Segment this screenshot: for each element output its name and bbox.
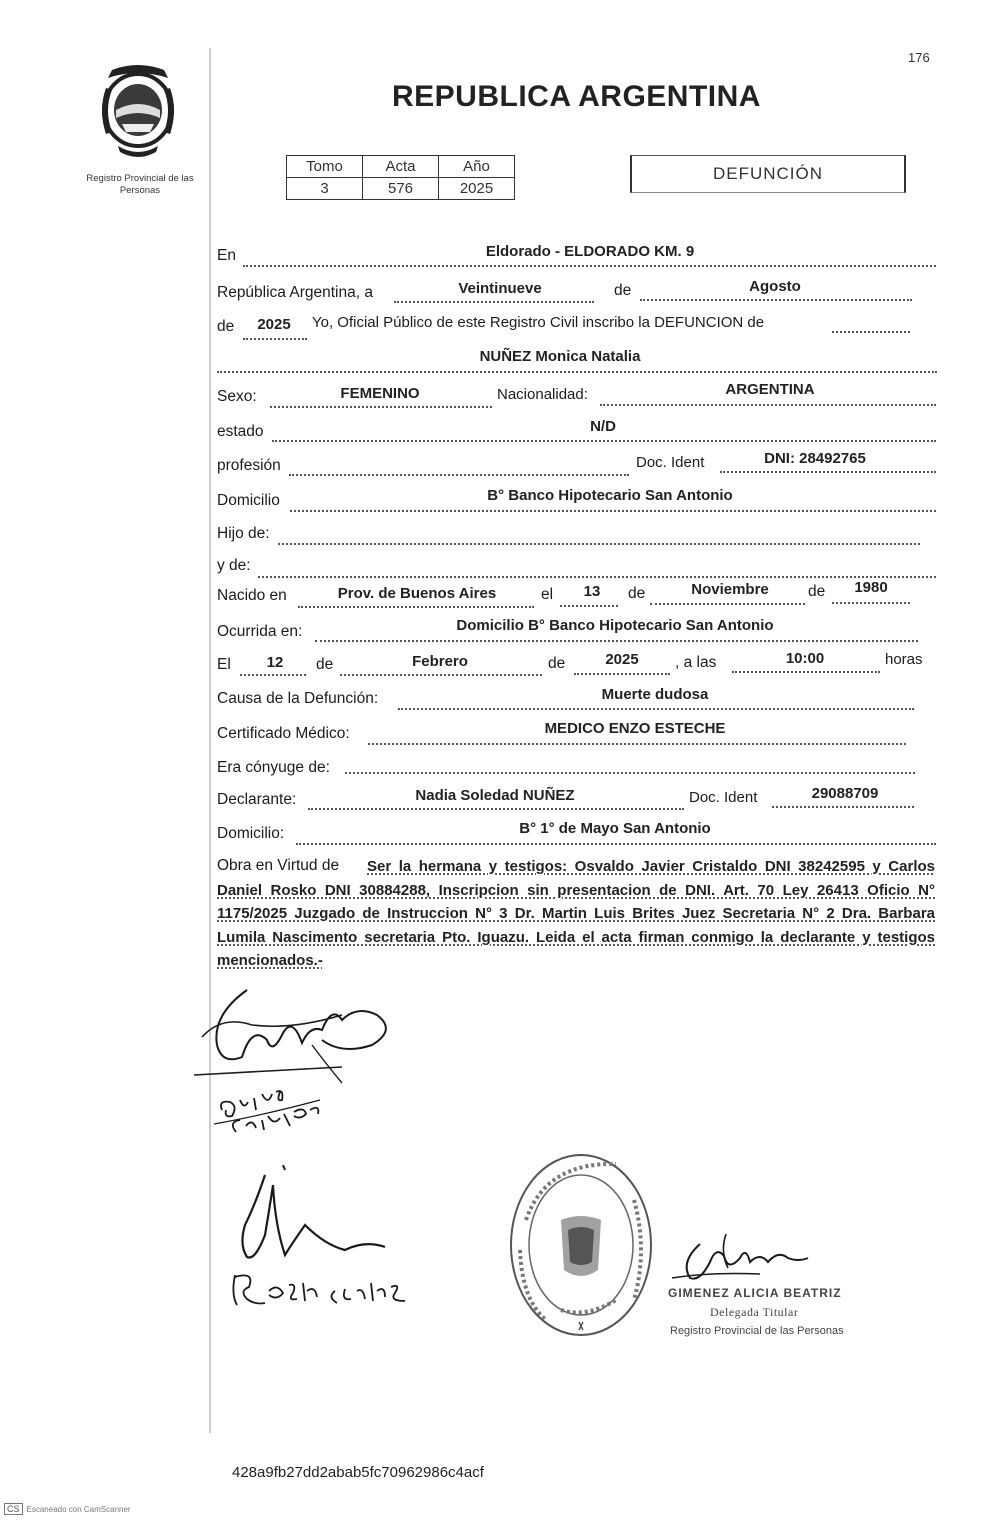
label-de: de <box>614 282 632 299</box>
value-obra-texto: Ser la hermana y testigos: Osvaldo Javier Cristaldo DNI 38242595 y Carlos Daniel Rosko DNI 30884288, Inscripcion sin presentacion de DNI. Art. 70 Ley 26413 Oficio N° 1175/2025 Juzgado de Instruccion N° 3 Dr. Martin Luis Brites Juez Secretaria N° 2 Dra. Barbara Lumila Nascimento secretaria Pto. Iguazu. Leida el acta firman conmigo la declarante y testigos mencionados.- <box>217 858 935 969</box>
label-de-a: de <box>628 585 646 602</box>
dotted-line <box>340 674 542 676</box>
dotted-line <box>600 404 936 406</box>
label-doc-ident: Doc. Ident <box>636 454 705 471</box>
label-domicilio: Domicilio <box>217 492 280 509</box>
obra-paragraph <box>217 855 935 973</box>
label-de-b: de <box>808 583 826 600</box>
scanner-watermark <box>4 1503 131 1515</box>
official-org: Registro Provincial de las Personas <box>670 1325 844 1337</box>
value-nacionalidad: ARGENTINA <box>725 381 815 398</box>
dotted-line <box>240 674 306 676</box>
label-horas: horas <box>885 651 923 668</box>
dotted-line <box>243 338 307 340</box>
dotted-line <box>574 673 670 675</box>
value-nac-dia: 13 <box>583 583 601 600</box>
value-domicilio: B° Banco Hipotecario San Antonio <box>487 487 733 504</box>
label-certificado: Certificado Médico: <box>217 725 350 742</box>
value-def-mes: Febrero <box>412 653 468 670</box>
page-number: 176 <box>908 50 930 65</box>
left-margin-rule <box>209 48 211 1433</box>
value-nacido-en: Prov. de Buenos Aires <box>337 585 497 602</box>
dotted-line <box>315 640 918 642</box>
dotted-line <box>732 671 880 673</box>
dotted-line <box>278 543 920 545</box>
dotted-line <box>258 576 936 578</box>
value-sexo: FEMENINO <box>340 385 420 402</box>
dotted-line <box>394 301 594 303</box>
dotted-line <box>832 331 910 333</box>
dotted-line <box>368 743 906 745</box>
label-intro: Yo, Oficial Público de este Registro Civil inscribo la DEFUNCION de <box>312 314 765 331</box>
dotted-line <box>772 806 914 808</box>
value-mes: Agosto <box>749 278 801 295</box>
page-title: REPUBLICA ARGENTINA <box>392 80 761 113</box>
act-type-box: DEFUNCIÓN <box>630 155 906 193</box>
document-hash: 428a9fb27dd2abab5fc70962986c4acf <box>232 1464 484 1481</box>
ref-header-tomo: Tomo <box>287 156 363 178</box>
value-anio: 2025 <box>257 316 291 333</box>
label-causa: Causa de la Defunción: <box>217 690 379 707</box>
dotted-line <box>289 474 629 476</box>
value-def-anio: 2025 <box>605 651 639 668</box>
ref-value-anio: 2025 <box>439 178 515 200</box>
label-profesion: profesión <box>217 457 281 474</box>
ref-value-tomo: 3 <box>287 178 363 200</box>
dotted-line <box>290 510 936 512</box>
value-declarante-doc: 29088709 <box>811 785 879 802</box>
label-obra: Obra en Virtud de <box>217 857 340 874</box>
registry-caption: Registro Provincial de las Personas <box>86 173 194 196</box>
value-def-dia: 12 <box>266 654 284 671</box>
official-signature-icon <box>670 1232 820 1292</box>
ref-header-acta: Acta <box>363 156 439 178</box>
declarant-signature-icon <box>192 985 407 1085</box>
label-nacionalidad: Nacionalidad: <box>497 386 588 403</box>
value-causa: Muerte dudosa <box>601 686 709 703</box>
label-de-d: de <box>548 655 566 672</box>
official-role: Delegada Titular <box>710 1305 799 1319</box>
official-seal-icon <box>506 1150 656 1340</box>
official-name: GIMENEZ ALICIA BEATRIZ <box>668 1286 842 1300</box>
dotted-line <box>720 471 936 473</box>
label-en: En <box>217 247 236 264</box>
value-estado: N/D <box>590 418 616 435</box>
camscanner-icon: CS <box>4 1503 23 1515</box>
value-declarante-domicilio: B° 1° de Mayo San Antonio <box>519 820 711 837</box>
value-dni: DNI: 28492765 <box>764 450 866 467</box>
value-lugar: Eldorado - ELDORADO KM. 9 <box>485 243 695 260</box>
label-domicilio2: Domicilio: <box>217 825 285 842</box>
label-doc-ident2: Doc. Ident <box>689 789 758 806</box>
label-de2: de <box>217 318 235 335</box>
dotted-line <box>270 406 492 408</box>
witness2-signature-icon <box>225 1165 425 1325</box>
value-certificado: MEDICO ENZO ESTECHE <box>544 720 726 737</box>
reference-table <box>286 155 515 200</box>
label-y-de: y de: <box>217 557 251 574</box>
value-nac-mes: Noviembre <box>691 581 769 598</box>
dotted-line <box>296 843 936 845</box>
label-ocurrida-en: Ocurrida en: <box>217 623 303 640</box>
label-conyuge: Era cónyuge de: <box>217 759 330 776</box>
dotted-line <box>298 606 534 608</box>
dotted-line <box>560 605 618 607</box>
label-el: el <box>541 586 554 603</box>
dotted-line <box>243 265 936 267</box>
label-estado: estado <box>217 423 264 440</box>
dotted-line <box>650 603 805 605</box>
value-ocurrida-en: Domicilio B° Banco Hipotecario San Antonio <box>456 617 774 634</box>
label-republica: República Argentina, a <box>217 284 373 301</box>
label-a-las: , a las <box>675 654 717 671</box>
label-El: El <box>217 656 231 673</box>
value-def-hora: 10:00 <box>785 650 825 667</box>
scanner-text: Escaneado con CamScanner <box>26 1504 131 1514</box>
value-dia-letras: Veintinueve <box>458 280 542 297</box>
label-sexo: Sexo: <box>217 388 257 405</box>
witness1-signature-icon <box>210 1080 330 1150</box>
value-nombre: NUÑEZ Monica Natalia <box>479 348 641 365</box>
provincial-emblem-icon <box>92 58 184 162</box>
label-declarante: Declarante: <box>217 791 297 808</box>
dotted-line <box>345 772 915 774</box>
dotted-line <box>832 602 910 604</box>
dotted-line <box>272 440 936 442</box>
label-nacido-en: Nacido en <box>217 587 287 604</box>
dotted-line <box>640 299 912 301</box>
dotted-line <box>308 808 684 810</box>
label-de-c: de <box>316 656 334 673</box>
value-nac-anio: 1980 <box>854 579 888 596</box>
ref-header-anio: Año <box>439 156 515 178</box>
dotted-line <box>398 708 914 710</box>
value-declarante: Nadia Soledad NUÑEZ <box>415 787 575 804</box>
ref-value-acta: 576 <box>363 178 439 200</box>
label-hijo-de: Hijo de: <box>217 525 270 542</box>
dotted-line <box>217 371 937 373</box>
